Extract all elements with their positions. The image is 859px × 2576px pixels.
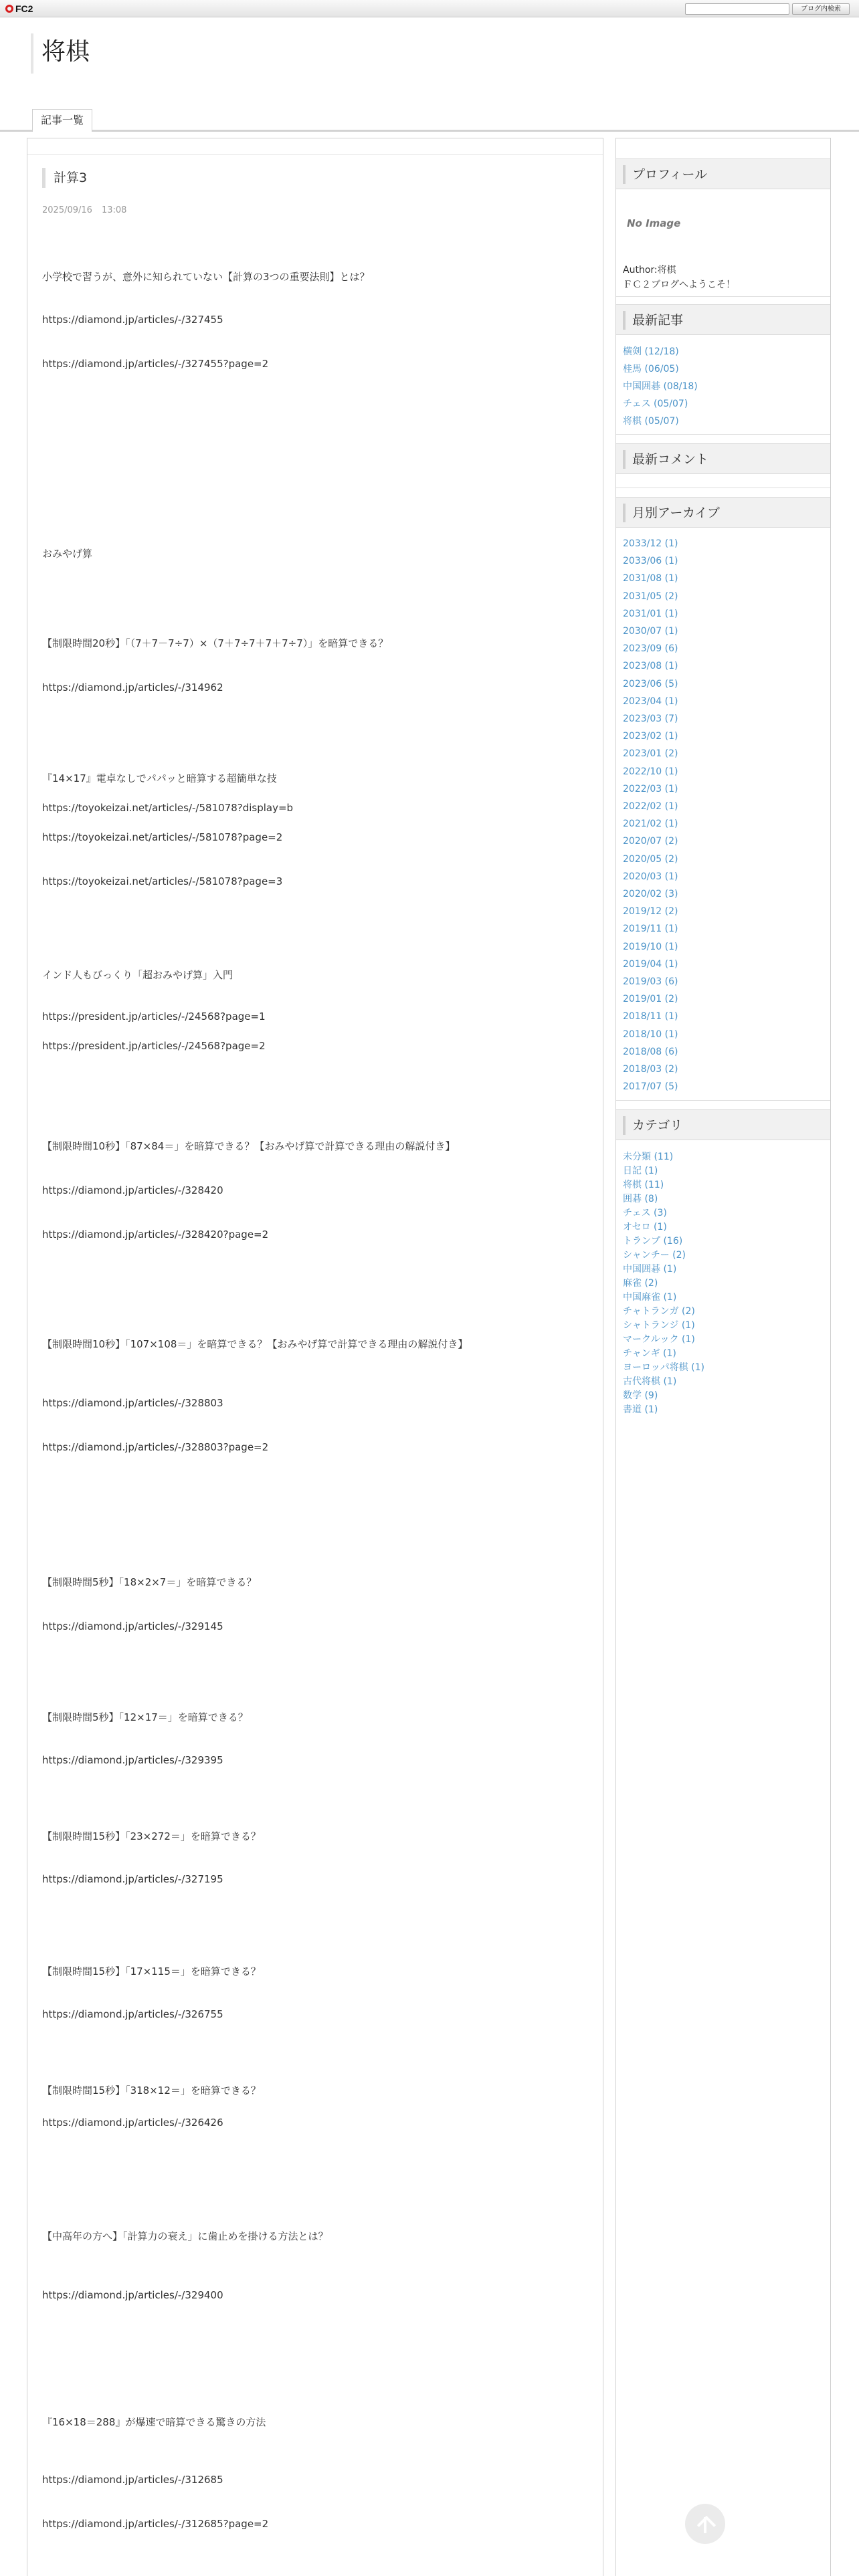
archives-item[interactable]: 2023/08 (1) [623,661,678,672]
entry-link[interactable]: https://diamond.jp/articles/-/328803?page=2 [42,1441,269,1453]
entry-text: 【制限時間5秒】「18×2×7＝」を暗算できる？ [42,1576,257,1588]
widget-categories [616,1109,830,1140]
entry-text: 【制限時間15秒】「23×272＝」を暗算できる？ [42,1830,261,1842]
categories-item[interactable]: チャンギ (1) [623,1348,676,1359]
widget-title: プロフィール [632,167,708,182]
archives-item[interactable]: 2021/02 (1) [623,819,678,830]
archives-item[interactable]: 2022/03 (1) [623,783,678,794]
widget-profile [616,158,830,189]
blog-header [0,17,859,132]
entry-link[interactable]: https://diamond.jp/articles/-/328803 [42,1397,223,1409]
entry-link[interactable]: https://diamond.jp/articles/-/327455?page=2 [42,358,269,370]
archives-item[interactable]: 2023/06 (5) [623,678,678,689]
main-content [27,138,603,2576]
archives-item[interactable]: 2022/02 (1) [623,801,678,812]
entry-link[interactable]: https://diamond.jp/articles/-/327455 [42,314,223,326]
widget-archives [616,497,830,528]
entry-text: 【制限時間5秒】「12×17＝」を暗算できる？ [42,1711,248,1723]
archives-item[interactable]: 2017/07 (5) [623,1081,678,1093]
entry-link[interactable]: https://diamond.jp/articles/-/329395 [42,1754,223,1766]
widget-title: 最新コメント [632,452,709,467]
entry-text: 【中高年の方へ】「計算力の衰え」に歯止めを掛ける方法とは？ [42,2230,328,2242]
page-top-button[interactable] [685,2504,725,2544]
categories-item[interactable]: チェス (3) [623,1208,667,1218]
categories-item[interactable]: シャンチー (2) [623,1250,686,1261]
categories-item[interactable]: 未分類 (11) [623,1152,674,1162]
fc2-logo-icon [5,5,13,13]
archives-item[interactable]: 2019/12 (2) [623,906,678,918]
entry-link[interactable]: https://diamond.jp/articles/-/326426 [42,2117,223,2129]
archives-item[interactable]: 2031/08 (1) [623,573,678,584]
divider [616,296,830,297]
categories-item[interactable]: マークルック (1) [623,1334,695,1345]
sidebar [615,138,831,2576]
blog-search-input[interactable] [685,3,789,15]
archives-item[interactable]: 2020/03 (1) [623,871,678,882]
archives-item[interactable]: 2019/04 (1) [623,958,678,970]
divider [616,1100,830,1101]
blog-title[interactable]: 将棋 [41,38,90,66]
entry-text: 【制限時間15秒】「17×115＝」を暗算できる？ [42,1965,261,1977]
archives-item[interactable]: 2020/07 (2) [623,836,678,847]
archives-item[interactable]: 2023/04 (1) [623,695,678,707]
entry-text: おみやげ算 [42,548,93,560]
archives-item[interactable]: 2031/01 (1) [623,608,678,619]
widget-header [616,443,830,474]
entry-text: 小学校で習うが、意外に知られていない【計算の3つの重要法則】とは？ [42,271,370,283]
divider [27,154,603,155]
entry-text: 【制限時間10秒】「107×108＝」を暗算できる？【おみやげ算で計算できる理由の解説付き】 [42,1338,468,1350]
archives-item[interactable]: 2020/05 (2) [623,853,678,865]
entry-link[interactable]: https://diamond.jp/articles/-/327195 [42,1873,223,1885]
entry-date-time: 13:08 [101,205,127,215]
main-nav [0,108,859,132]
entry-link[interactable]: https://toyokeizai.net/articles/-/581078?page=3 [42,875,283,887]
entry-text: 【制限時間20秒】「（7＋7－7÷7）×（7＋7÷7＋7＋7÷7）」を暗算できる？ [42,637,389,649]
recent_posts-item[interactable]: 中国囲碁 (08/18) [623,381,698,392]
archives-item[interactable]: 2018/10 (1) [623,1029,678,1040]
profile-author: Author:将棋 [623,265,676,276]
blog-search-button[interactable]: ブログ内検索 [792,3,850,15]
archives-item[interactable]: 2022/10 (1) [623,766,678,777]
categories-item[interactable]: 書道 (1) [623,1404,658,1415]
archives-item[interactable]: 2023/02 (1) [623,731,678,742]
categories-item[interactable]: 古代将棋 (1) [623,1376,677,1387]
categories-item[interactable]: 中国囲碁 (1) [623,1264,677,1275]
entry-text: 【制限時間10秒】「87×84＝」を暗算できる？【おみやげ算で計算できる理由の解説付き】 [42,1140,456,1152]
fc2-toolbar [0,0,859,17]
archives-item[interactable]: 2023/03 (7) [623,714,678,724]
entry [42,168,591,2530]
categories-item[interactable]: 麻雀 (2) [623,1278,658,1289]
archives-item[interactable]: 2018/08 (6) [623,1046,678,1057]
archives-item[interactable]: 2033/12 (1) [623,538,678,549]
categories-item[interactable]: 日記 (1) [623,1166,658,1176]
archives-item[interactable]: 2019/10 (1) [623,941,678,952]
archives-item[interactable]: 2030/07 (1) [623,626,678,637]
archives-item[interactable]: 2023/09 (6) [623,643,678,655]
entry-link[interactable]: https://president.jp/articles/-/24568?page=2 [42,1040,266,1052]
categories-item[interactable]: 中国麻雀 (1) [623,1292,677,1303]
entry-link[interactable]: https://diamond.jp/articles/-/329400 [42,2289,223,2301]
profile-no-image: No Image [627,217,681,229]
categories-item[interactable]: シャトランジ (1) [623,1320,695,1331]
entry-link[interactable]: https://toyokeizai.net/articles/-/581078?display=b [42,802,294,814]
fc2-logo[interactable] [5,3,33,14]
entry-link[interactable]: https://president.jp/articles/-/24568?page=1 [42,1010,266,1023]
entry-link[interactable]: https://diamond.jp/articles/-/312685?page=2 [42,2518,269,2530]
entry-link[interactable]: https://diamond.jp/articles/-/329145 [42,1620,223,1632]
recent_posts-item[interactable]: 将棋 (05/07) [623,416,679,427]
divider [616,434,830,435]
entry-link[interactable]: https://diamond.jp/articles/-/312685 [42,2474,223,2486]
categories-item[interactable]: チャトランガ (2) [623,1306,695,1317]
widget-recent-posts [616,304,830,335]
nav-item-article-list[interactable]: 記事一覧 [32,109,92,132]
entry-link[interactable]: https://diamond.jp/articles/-/326755 [42,2008,223,2020]
widget-header [616,1109,830,1140]
entry-text: 『14×17』電卓なしでパパッと暗算する超簡単な技 [42,772,277,784]
categories-item[interactable]: 将棋 (11) [623,1180,664,1190]
categories-item[interactable]: 囲碁 (8) [623,1194,658,1204]
categories-item[interactable]: 数学 (9) [623,1390,658,1401]
entry-date [42,205,136,215]
archives-item[interactable]: 2019/01 (2) [623,994,678,1005]
archives-item[interactable]: 2018/03 (2) [623,1064,678,1075]
profile-greeting: ＦＣ２ブログへようこそ！ [623,280,735,290]
categories-item[interactable]: トランプ (16) [623,1236,683,1247]
entry-title[interactable]: 計算3 [54,171,88,185]
entry-link[interactable]: https://diamond.jp/articles/-/328420?page=2 [42,1228,269,1241]
blog-title-block [31,33,90,74]
widget-recent-comments [616,443,830,474]
entry-text: 【制限時間15秒】「318×12＝」を暗算できる？ [42,2084,261,2097]
widget-title: カテゴリ [632,1118,683,1133]
entry-text: インド人もびっくり「超おみやげ算」入門 [42,969,233,981]
entry-title-block [42,168,591,188]
entry-link[interactable]: https://diamond.jp/articles/-/314962 [42,681,223,693]
archives-item[interactable]: 2018/11 (1) [623,1011,678,1023]
archives-item[interactable]: 2031/05 (2) [623,591,678,602]
recent_posts-item[interactable]: 横剣 (12/18) [623,346,679,357]
recent_posts-item[interactable]: チェス (05/07) [623,399,688,409]
categories-item[interactable]: ヨーロッパ将棋 (1) [623,1362,705,1373]
entry-text: 『16×18＝288』が爆速で暗算できる驚きの方法 [42,2416,266,2428]
archives-item[interactable]: 2019/03 (6) [623,976,678,987]
categories-item[interactable]: オセロ (1) [623,1222,667,1232]
widget-title: 最新記事 [632,313,684,328]
fc2-logo-text: FC2 [15,3,33,14]
archives-item[interactable]: 2019/11 (1) [623,924,678,935]
entry-link[interactable]: https://toyokeizai.net/articles/-/581078?page=2 [42,831,283,843]
widget-header [616,158,830,189]
archives-item[interactable]: 2020/02 (3) [623,889,678,899]
widget-header [616,497,830,528]
archives-item[interactable]: 2033/06 (1) [623,556,678,567]
entry-link[interactable]: https://diamond.jp/articles/-/328420 [42,1184,223,1196]
archives-item[interactable]: 2023/01 (2) [623,748,678,760]
widget-title: 月別アーカイブ [632,506,720,520]
entry-date-day: 2025/09/16 [42,205,92,215]
widget-header [616,304,830,335]
recent_posts-item[interactable]: 桂馬 (06/05) [623,364,679,374]
